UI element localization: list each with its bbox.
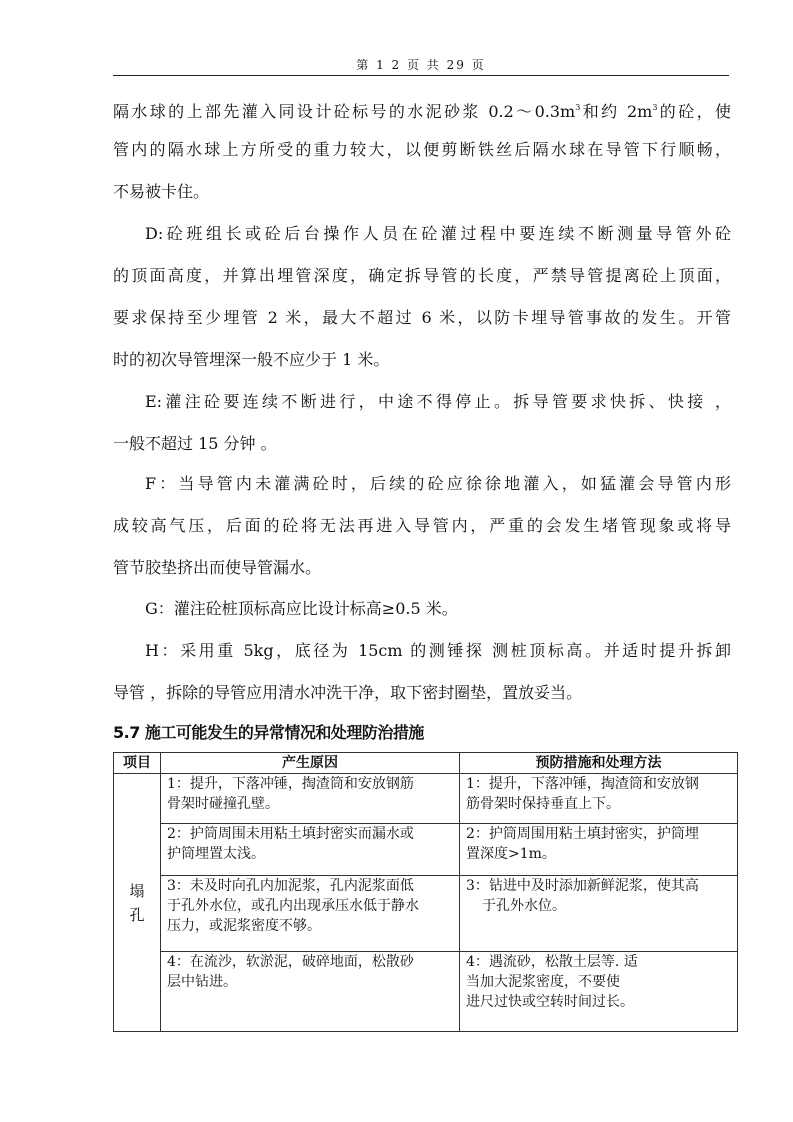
category-cell <box>114 774 161 1032</box>
table-row <box>114 824 738 876</box>
paragraph-g <box>113 597 731 639</box>
measure-cell: 1：提升，下落冲锤，掏渣筒和安放钢 筋骨架时保持垂直上下。 <box>460 774 738 824</box>
cause-cell: 3：未及时向孔内加泥浆，孔内泥浆面低 于孔外水位，或孔内出现承压水低于静水 压力，或泥浆密度不够。 <box>161 876 460 952</box>
paragraph-h <box>113 639 731 723</box>
table-row <box>114 876 738 952</box>
paragraph-e <box>113 390 731 474</box>
header-item: 项目 <box>114 753 161 774</box>
page-header: 第 1 2 页 共 29 页 <box>356 58 486 72</box>
text-line: H：采用重 5kg，底径为 15cm 的测锤探 测桩顶标高。并适时提升拆卸 <box>145 641 731 660</box>
text-line: 一般不超过 15 分钟 。 <box>113 434 277 453</box>
header-measure: 预防措施和处理方法 <box>460 753 738 774</box>
cause-cell: 1：提升，下落冲锤，掏渣筒和安放钢筋 骨架时碰撞孔壁。 <box>161 774 460 824</box>
text-line: F：当导管内未灌满砼时，后续的砼应徐徐地灌入，如猛灌会导管内形 <box>145 474 731 493</box>
measure-cell: 2：护筒周围用粘土填封密实，护筒埋 置深度>1m。 <box>460 824 738 876</box>
table-row <box>114 774 738 824</box>
text-line: 不易被卡住。 <box>113 182 210 201</box>
measure-cell: 4：遇流砂，松散土层等. 适 当加大泥浆密度，不要使 进尺过快或空转时间过长。 <box>460 952 738 1032</box>
text-line: G：灌注砼桩顶标高应比设计标高≥0.5 米。 <box>145 599 458 618</box>
paragraph-d <box>113 222 731 390</box>
cause-cell: 4：在流沙，软淤泥，破碎地面，松散砂 层中钻进。 <box>161 952 460 1032</box>
section-heading: 5.7 施工可能发生的异常情况和处理防治措施 <box>113 723 424 742</box>
paragraph-f <box>113 472 731 598</box>
text-line: 管节胶垫挤出而使导管漏水。 <box>113 558 322 577</box>
text-line: E:灌注砼要连续不断进行，中途不得停止。拆导管要求快拆、快接 ， <box>145 392 731 411</box>
text-line: 要求保持至少埋管 2 米，最大不超过 6 米，以防卡埋导管事故的发生。开管 <box>113 308 731 327</box>
cause-cell: 2：护筒周围未用粘土填封密实而漏水或 护筒埋置太浅。 <box>161 824 460 876</box>
category-label: 塌孔 <box>129 881 145 924</box>
text-line: 隔水球的上部先灌入同设计砼标号的水泥砂浆 $0.2\sim 0.3m^3$和约 $2m^3$的砼，使 <box>113 102 731 121</box>
table-row <box>114 952 738 1032</box>
text-line: D:砼班组长或砼后台操作人员在砼灌过程中要连续不断测量导管外砼 <box>145 224 731 243</box>
text-line: 的顶面高度，并算出埋管深度，确定拆导管的长度，严禁导管提离砼上顶面， <box>113 266 731 285</box>
header-cause: 产生原因 <box>161 753 460 774</box>
text-line: 时的初次导管埋深一般不应少于 1 米。 <box>113 350 390 369</box>
table-header-row <box>114 753 738 774</box>
text-line: 管内的隔水球上方所受的重力较大，以便剪断铁丝后隔水球在导管下行顺畅， <box>113 140 731 159</box>
measures-table <box>113 752 738 1032</box>
text-line: 成较高气压，后面的砼将无法再进入导管内，严重的会发生堵管现象或将导 <box>113 516 731 535</box>
paragraph-c-continued <box>113 96 731 222</box>
text-line: 导管 ，拆除的导管应用清水冲洗干净，取下密封圈垫，置放妥当。 <box>113 683 583 702</box>
measure-cell: 3：钻进中及时添加新鲜泥浆，使其高 于孔外水位。 <box>460 876 738 952</box>
header-divider <box>113 75 729 76</box>
